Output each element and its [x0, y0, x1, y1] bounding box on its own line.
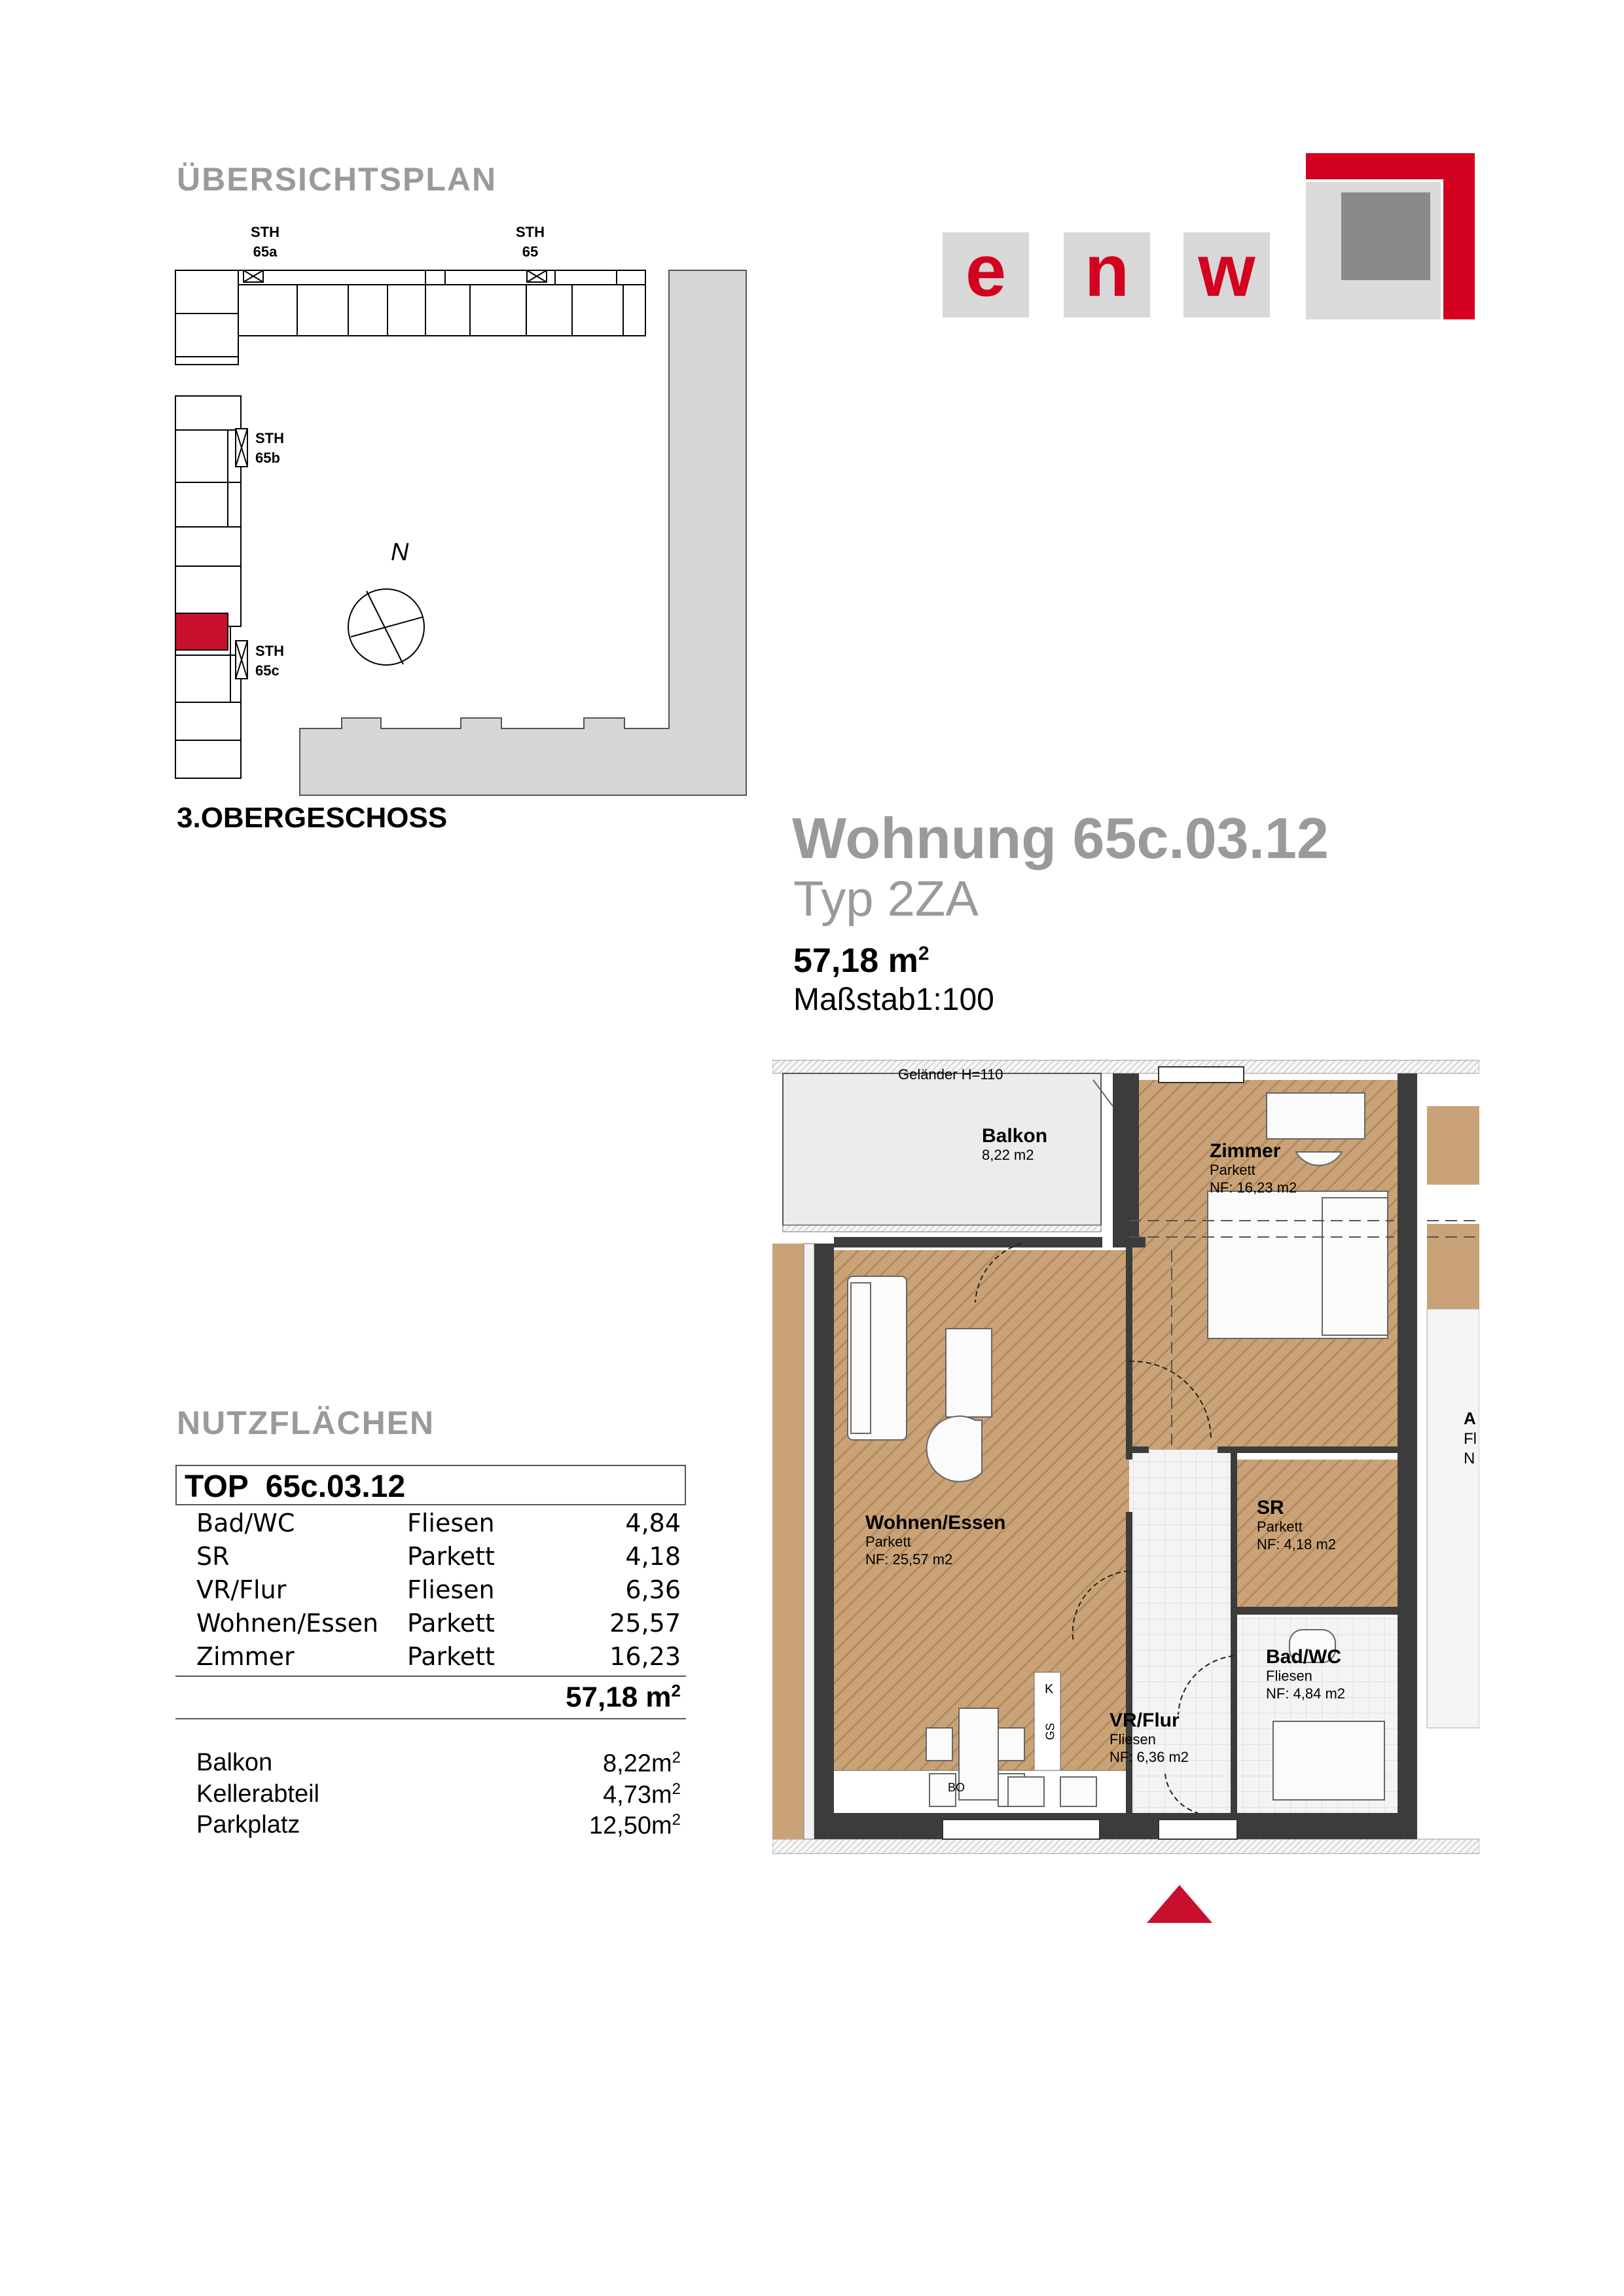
entrance-triangle-icon [1147, 1885, 1212, 1924]
apartment-title: Wohnung 65c.03.12 [792, 806, 1329, 870]
extra-area-row: Kellerabteil $4,73m^2$ [196, 1780, 681, 1809]
apartment-type: Typ 2ZA [793, 871, 979, 927]
stair-label-65c: STH 65c [255, 643, 284, 679]
logo-letter-w: w [1183, 232, 1270, 317]
room-label-zimmer: Zimmer Parkett NF: 16,23 m2 [1210, 1140, 1297, 1196]
logo-emblem [1306, 153, 1475, 319]
table-row: Bad/WC Fliesen 4,84 [196, 1509, 681, 1537]
stair-label-65: STH 65 [516, 224, 545, 260]
extra-area-row: Parkplatz $12,50m^2$ [196, 1811, 681, 1840]
balcony-area [783, 1073, 1101, 1225]
kitchen-mark-bo: BO [948, 1781, 965, 1794]
stair-label-65b: STH 65b [255, 430, 284, 466]
room-label-wohnen: Wohnen/Essen Parkett NF: 25,57 m2 [865, 1512, 1006, 1568]
table-row: Wohnen/Essen Parkett 25,57 [196, 1609, 681, 1638]
room-label-balkon: Balkon 8,22 m2 [982, 1125, 1048, 1163]
extra-area-row: Balkon $8,22m^2$ [196, 1749, 681, 1778]
overview-site-plan [170, 259, 753, 802]
top-number: TOP 65c.03.12 [185, 1469, 406, 1504]
top-number-box [175, 1465, 686, 1505]
room-label-sr: SR Parkett NF: 4,18 m2 [1257, 1497, 1337, 1552]
kitchen-mark-gs: GS [1043, 1723, 1057, 1740]
table-total: 57,18 $m^2$ [566, 1681, 681, 1713]
stair-label-65a: STH 65a [251, 224, 280, 260]
room-label-vr: VR/Flur Fliesen NF: 6,36 m2 [1110, 1710, 1189, 1765]
table-divider [175, 1718, 686, 1719]
railing-label: Geländer H=110 [898, 1066, 1003, 1083]
plan-scale: Maßstab1:100 [793, 982, 994, 1017]
north-arrow-label: N [391, 539, 409, 566]
room-label-bad: Bad/WC Fliesen NF: 4,84 m2 [1266, 1646, 1346, 1702]
table-divider [175, 1676, 686, 1677]
floor-label: 3.OBERGESCHOSS [177, 802, 448, 834]
overview-header: ÜBERSICHTSPLAN [177, 161, 497, 198]
neighbor-label: A Fl N [1464, 1408, 1477, 1467]
logo-letter-e: e [943, 232, 1029, 317]
logo-letter-n: n [1064, 232, 1150, 317]
table-row: VR/Flur Fliesen 6,36 [196, 1575, 681, 1604]
kitchen-mark-k: K [1045, 1682, 1054, 1696]
table-row: Zimmer Parkett 16,23 [196, 1642, 681, 1671]
table-row: SR Parkett 4,18 [196, 1542, 681, 1571]
apartment-area: 57,18 $m^2$ [793, 942, 929, 980]
usable-area-header: NUTZFLÄCHEN [177, 1405, 435, 1441]
